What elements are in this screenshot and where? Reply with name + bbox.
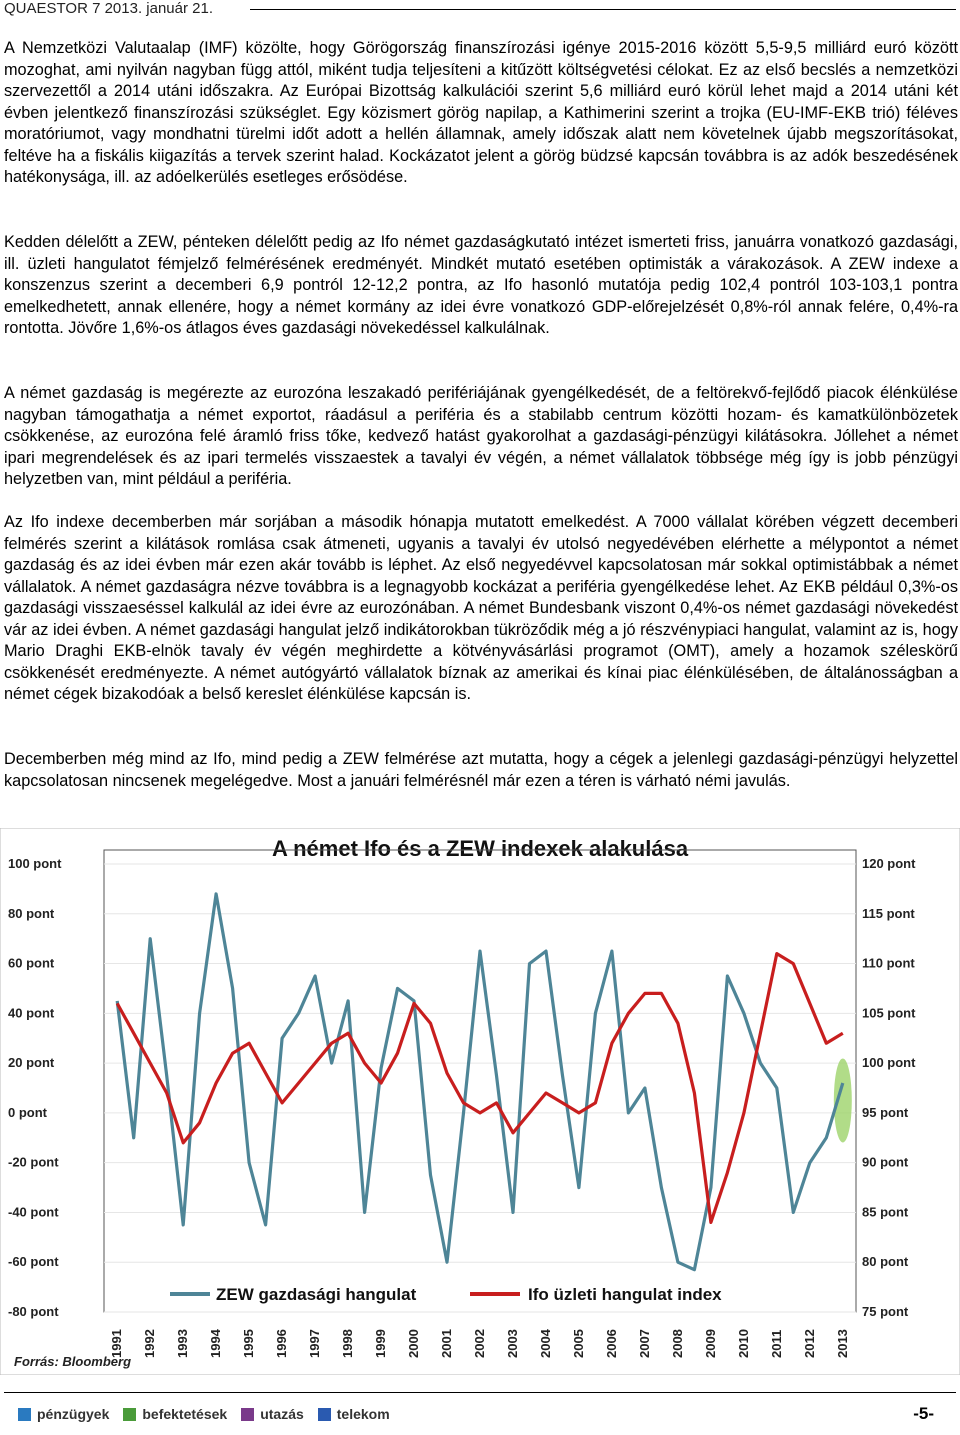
x-tick-label: 1996 (274, 1329, 290, 1358)
footer-link-befektetesek[interactable]: befektetések (142, 1406, 228, 1422)
x-tick-label: 1998 (340, 1329, 356, 1358)
left-tick-label: -60 pont (8, 1254, 59, 1270)
x-tick-label: 1999 (373, 1329, 389, 1358)
x-tick-label: 2003 (504, 1329, 520, 1358)
footer-links (10, 1406, 390, 1422)
page-header: QUAESTOR 7 2013. január 21. (4, 0, 214, 17)
x-tick-label: 2004 (537, 1329, 553, 1358)
x-tick-label: 1992 (142, 1329, 158, 1358)
left-tick-label: 80 pont (8, 905, 55, 921)
right-tick-label: 75 pont (862, 1304, 909, 1319)
chart-title: A német Ifo és a ZEW indexek alakulása (271, 836, 689, 861)
footer-divider (4, 1392, 956, 1393)
left-tick-label: 60 pont (8, 955, 55, 971)
legend-label-zew: ZEW gazdasági hangulat (216, 1285, 417, 1304)
paragraph-zew-ifo: Kedden délelőtt a ZEW, pénteken délelőtt pedig az Ifo német gazdaságkutató intézet ismerteti friss, januárra vonatkozó gazdasági, ill. üzleti hangulatot fémjelző felmérésének eredményét. Mindkét mutató esetében optimisták a várakozások. A ZEW indexe a konszenzus szerint a decemberi 6,9 pontról 12-12,2 pontra, az Ifo hasonló mutatója pedig 102,4 pontról 103-103,1 pontra emelkedhetett, annak ellenére, hogy a német kormány az idei évre vonatkozó GDP-előrejelzését 0,8%-ról annak felére, 0,4%-ra rontotta. Jövőre 1,6%-os átlagos éves gazdasági növekedéssel kalkulálnak. (4, 233, 958, 337)
footer-square-icon (318, 1408, 331, 1421)
ifo-zew-chart (0, 828, 960, 1375)
right-tick-label: 95 pont (862, 1104, 909, 1120)
footer-link-telekom[interactable]: telekom (336, 1406, 390, 1422)
left-tick-label: 40 pont (8, 1005, 55, 1021)
paragraph-german-economy: A német gazdaság is megérezte az eurozóna leszakadó perifériájának gyengélkedését, de a feltörekvő-fejlődő piacok élénkülése nagyban támogathatja a német exportot, ráadásul a periféria és a stabilabb centrum közötti hozam- és kamatkülönbözetek csökkenése, az eurozóna felé áramló friss tőke, kedvező hatást gyakorolhat a gazdasági-pénzügyi kilátásokra. Jóllehet a német ipari megrendelések és az ipari termelés visszaestek a tavalyi év végén, a német vállalatok többsége még így is jobb pénzügyi helyzetben van, mint például a periféria. (4, 384, 958, 488)
footer-square-icon (123, 1408, 136, 1421)
x-tick-label: 2006 (603, 1329, 619, 1358)
left-tick-label: 0 pont (8, 1104, 47, 1120)
x-tick-label: 2007 (636, 1329, 652, 1358)
x-tick-label: 2009 (702, 1329, 718, 1358)
paragraph-ifo-index: Az Ifo indexe decemberben már sorjában a második hónapja mutatott emelkedést. A 7000 vállalat körében végzett decemberi felmérés szerint a kilátások romlása csak átmeneti, ugyanis a tavalyi év utolsó negyedévében elérhette a mélypontot a német gazdaság és az idei évben már ezen akár tovább is léphet. Az első negyedévvel kapcsolatosan már sokkal optimistábbak a német vállalatok. A német gazdaságra nézve továbbra is a legnagyobb kockázat a periféria gyengélkedése lehet. Az EKB például 0,3%-os gazdasági visszaeséssel kalkulál az idei évre az eurozónában. A német Bundesbank viszont 0,4%-os német gazdasági növekedést vár az idei évben. A német gazdasági hangulat jelző indikátorokban tükröződik még a jó részvénypiaci hangulat, valamint az is, hogy Mario Draghi EKB-elnök tavaly év végén meghirdette a kötvényvásárlási programot (OMT), amely a hozamok széleskörű csökkenését eredményezte. A német autógyártó vállalatok bíznak az amerikai és kínai piac élénkülésében, de általánosságban a német cégek bizakodóak a belső kereslet élénkülése kapcsán is. (4, 513, 958, 703)
left-tick-label: -40 pont (8, 1204, 59, 1220)
x-tick-label: 1993 (175, 1329, 191, 1358)
paragraph-imf-greece: A Nemzetközi Valutaalap (IMF) közölte, hogy Görögország finanszírozási igénye 2015-2016 között 5,5-9,5 milliárd euró között mozoghat, ami nyilván nagyban függ attól, miként tudja teljesíteni a kitűzött költségvetési célokat. Ez az első becslés a nemzetközi szervezettől a 2014 utáni időszakra. Az Európai Bizottság kalkulációi szerint 5,6 milliárd euró körül lehet majd a 2014 utáni két évben jelentkező finanszírozási szükséglet. Egy közismert görög napilap, a Kathimerini szerint a trojka (EU-IMF-EKB trió) féléves moratóriumot, vagy mondhatni türelmi időt adott a hellén államnak, amely időszak alatt nem követelnek újabb megszorításokat, feltéve ha a fiskális kiigazítás a tervek szerint halad. Kockázatot jelent a görög büdzsé kapcsán továbbra is az adók beszedésének hatékonysága, ill. az adóelkerülés esetleges erősödése. (4, 39, 958, 186)
right-tick-label: 80 pont (862, 1254, 909, 1270)
x-tick-label: 2002 (472, 1329, 487, 1358)
x-tick-label: 2010 (735, 1329, 751, 1358)
right-tick-label: 105 pont (862, 1005, 916, 1021)
page-number: -5- (913, 1404, 934, 1423)
right-tick-label: 115 pont (862, 905, 915, 921)
x-tick-label: 1997 (307, 1329, 323, 1358)
header-divider (250, 9, 956, 10)
right-tick-label: 90 pont (862, 1154, 909, 1170)
right-tick-label: 100 pont (862, 1055, 916, 1071)
x-tick-label: 2013 (834, 1329, 850, 1358)
x-tick-label: 2008 (669, 1329, 685, 1358)
x-tick-label: 2012 (801, 1329, 817, 1358)
x-tick-label: 1991 (109, 1329, 125, 1358)
right-tick-label: 120 pont (862, 856, 916, 871)
footer-link-penzugyek[interactable]: pénzügyek (37, 1406, 110, 1422)
left-tick-label: -20 pont (8, 1154, 59, 1170)
left-tick-label: 20 pont (8, 1055, 55, 1071)
left-tick-label: -80 pont (8, 1304, 59, 1319)
footer-square-icon (241, 1408, 254, 1421)
right-tick-label: 110 pont (862, 955, 915, 971)
x-tick-label: 2001 (439, 1329, 455, 1358)
x-tick-label: 2011 (768, 1329, 784, 1358)
left-tick-label: 100 pont (8, 856, 62, 871)
right-tick-label: 85 pont (862, 1204, 909, 1220)
footer-link-utazas[interactable]: utazás (260, 1406, 304, 1422)
paragraph-december-survey: Decemberben még mind az Ifo, mind pedig a ZEW felmérése azt mutatta, hogy a cégek a jelenlegi gazdasági-pénzügyi helyzettel kapcsolatosan nincsenek megelégedve. Most a januári felmérésnél már ezen a téren is várható némi javulás. (4, 750, 958, 790)
x-tick-label: 1995 (241, 1329, 257, 1358)
x-tick-label: 2000 (406, 1329, 422, 1358)
x-tick-label: 2005 (570, 1329, 586, 1358)
chart-source: Forrás: Bloomberg (14, 1354, 132, 1369)
legend-label-ifo: Ifo üzleti hangulat index (528, 1285, 722, 1304)
footer-square-icon (18, 1408, 31, 1421)
x-tick-label: 1994 (208, 1329, 224, 1358)
